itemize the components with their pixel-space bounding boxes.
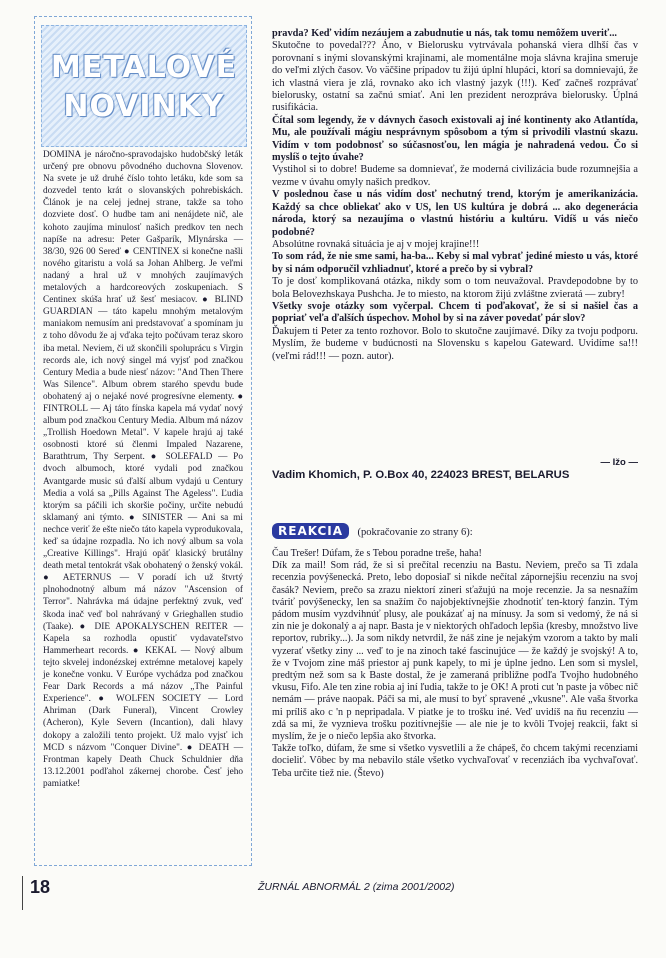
continuation-note: (pokračovanie zo strany 6): [357, 527, 473, 538]
signature-block [272, 457, 638, 481]
interview-paragraph: Všetky svoje otázky som vyčerpal. Chcem ti poďakovať, že si si našiel čas a popriať veľa ďalších úspechov. Mohol by si na záver povedať pár slov? [272, 300, 638, 325]
reakcia-heading [272, 522, 638, 540]
interview-paragraph: To je dosť komplikovaná otázka, nikdy som o tom neuvažoval. Pravdepodobne by to bola Belovezhskaya Pushcha. Je to miesto, na ktorom žijú zvláštne zvieratá — zubry! [272, 276, 638, 300]
margin-rule [22, 876, 23, 910]
interview-paragraph: Skutočne to povedal??? Áno, v Bielorusku vytrvávala pohanská viera dlhší čas v porovnaní s inými slovanskými krajinami, ale momentálne moja slávna krajina smeruje do veľmi zlých časov. Vo väčšine prípadov tu žijú úplní hlupáci, ktorí sa domnievajú, že ich vlastná viera je zlá, rovnako ako ich vlastný jazyk (!!!). Keď začneš rozprávať bielorusky, ostatní sa začnú smiať. Ani len prezident nerozpráva bielorusky. Úplná rusifikácia. [272, 40, 638, 114]
interview-paragraph: Ďakujem ti Peter za tento rozhovor. Bolo to skutočne zaujímavé. Díky za tvoju podporu. Myslím, že budeme v budúcnosti na Slovensku s kapelou Gateward. Uvidíme sa!!! (veľmi rád!!! — pozn. autor). [272, 325, 638, 362]
interview-paragraph: To som rád, že nie sme sami, ha-ba... Keby si mal vybrať jediné miesto u vás, ktoré by si nám odporučil vzhliadnuť, ktoré a prečo by si vybral? [272, 251, 638, 275]
news-text: DOMINA je náročno-spravodajsko hudobčský leták určený pre obnovu pôvodného duchovna Slovenov. Na svete je už druhé číslo tohto letáku, kde som sa dozvedel tento krát o slovanských pohrebiskách. Článok je na celej jednej strane, takže sa toho dozviete dosť. O hudbe tam ani nenájdete nič, ale kohoto zaujíma minulosť našich predkov ten nech napíše na adresu: Peter Gašparík, Mlynárska — 38/30, 926 00 Sereď ● CENTINEX si konečne našli nového gitaristu a volá sa Johan Ahlberg. Je veľmi nadaný a hral už v mnohých zaujímavých metalových a hardcoreových zoskupeniach. S Centinex skúša hrať už šesť mesiacov. ● BLIND GUARDIAN — táto kapelu mnohým metalovým maniakom nemusím ani predstavovať a spomínam ju z toho dôvodu že aj vďaka tejto počúvam teraz skoro iba metal. Neviem, či už skončili spoluprácu s Virgin records ale, ich nový singel má vyjsť pod značkou Century Media a bude niesť názov: "And Then There Was Silence". Album obrem starého spevdu bude obohatený aj o nejaké nové progresívne elementy. ● FINTROLL — Aj táto fínska kapela má vydať nový album pod značkou Century Media. Album má názov „Trollish Hoedown Metal". V kapele hrajú aj také osobnosti ktoré sú členmi Impaled Nazarene, Barathtrum, Thy Serpent. ● SOLEFALD — Po dvoch albumoch, ktoré vydali pod značkou Avantgarde music sú ďalší album vydajú u Century Media a volá sa „Pills Against The Ageless". Ľudia ktorým sa páčili ich skoršie počiny, určite nebudú sklamaný ani týmto. ● SINISTER — Ani sa mi nechce veriť že ešte niečo táto kapela vyprodukovala, keď sa údajne rozpadla. No ich nový album sa vola „Creative Killings". Hrajú opäť klasický brutálny death metal tentokrát však obohatený o ženský vokál. ● AETERNUS — V poradí ich už štvrtý plnohodnotný album má názov "Ascension of Terror". Nahrávka má údajne perfektný zvuk, veď škoda inač veď bol nahrávaný v Grieghallen studio (Taake). ● DIE APOKALYSCHEN REITER — Kapela sa rozhodla opustiť vydavateľstvo Hammerheart records. ● KEKAL — Nový album tejto skvelej indonézskej extrémne metalovej kapely je konečne vonku. V Európe vychádza pod značkou Fear Dark Records a má názov „The Painful Experience". ● WOLFEN SOCIETY — Lord Ahriman (Dark Funeral), Vincent Crowley (Acheron), Kyle Severn (Incantion), dali hlavy dokopy a založili tento projekt. Už malo vyjsť ich MCD s názvom "Conquer Divine". ● DEATH — Frontman kapely Death Chuck Schuldnier dňa 13.12.2001 podľahol zákernej chorobe. Česť jeho pamiatke! [43, 150, 243, 789]
metalove-novinky-logo [41, 25, 247, 147]
interview-paragraph: Absolútne rovnaká situácia je aj v mojej krajine!!! [272, 238, 480, 250]
letter-paragraph: Čau Trešer! Dúfam, že s Tebou poradne treše, haha! [272, 548, 482, 559]
news-column [34, 16, 252, 866]
interview-paragraph: Vystihol si to dobre! Budeme sa domnievať, že moderná civilizácia bude rozumnejšia a vezme v úvahu omyly našich predkov. [272, 164, 638, 188]
magazine-footer: ŽURNÁL ABNORMÁL 2 (zima 2001/2002) [258, 881, 455, 893]
interview-signoff: — Ižo — [600, 457, 638, 468]
interview-column [272, 28, 638, 363]
letter-paragraph: Dík za mail! Som rád, že si si prečítal recenziu na Bastu. Neviem, prečo sa Ti zdala recenzia povýšenecká. Preto, lebo doposiaľ si nikde nečítal zápornejšiu recenziu na svoj časák? Neviem, prečo sa zrazu niektorí zineri sťažujú na moje recenzie. Ja sa nesnažím tváriť povýšenecky, len sa snažím čo najobjektívnejšie zhodnotiť ten-ktorý fanzin. Tým pádom musím vyzdvihnúť plusy, ale poukázať aj na mínusy. Ja som si vedomý, že ná si zin nie je dokonalý a aj napr. Basta je v niektorých ohľadoch lepšia (kresby, množstvo live reportov, rubriky...). Ja som nikdy netvrdil, že náš zine je nejakým vzorom a takto by mali vyzerať všetky ziny ... veď to je na zinoch také fascinujúce — že každý je svojský! A to, že v Tvojom zine máš priestor aj punk kapely, to mi je úplne jedno. Len som si myslel, predtým než som sa k Baste dostal, že je zameraná približne podľa Tvojho hudobného vkusu, Fifo. Ale ten zine robia aj iní ľudia, takže to je OK! A proti cut 'n paste ja vôbec nič nemám — práve naopak. Páči sa mi, ale musí to byť spravené „vkusne". Ale vaša štvorka mi príliš ako c 'n p nepripadala. V piatke je to trošku iné. Veď uvidíš na ňu recenziu — zdá sa mi, že vyznieva trošku pozitívnejšie — ale nie je to kvôli Tvojej reakcii, fakt si myslím, že je o niečo lepšia ako štvorka. [272, 560, 638, 743]
letter-text [272, 548, 638, 780]
logo-line-2: NOVINKY [63, 89, 225, 124]
letter-paragraph: Takže toľko, dúfam, že sme si všetko vysvetlili a že chápeš, čo chcem takými recenziami docieliť. Vôbec by ma nebavilo stále všetko vychvaľovať v recenziách iba vychvaľovať. Teba určite tiež nie. (Števo) [272, 743, 638, 779]
interview-paragraph: V poslednou čase u nás vidím dosť nechutný trend, ktorým je amerikanizácia. Každý sa chce obliekať ako v US, len US kultúra je dobrá ... ako degenerácia národa, ktorý sa nezaujíma o vlastnú históriu a kultúru. Vidíš u vás niečo podobné? [272, 189, 638, 238]
interview-paragraph: Čítal som legendy, že v dávnych časoch existovali aj iné kontinenty ako Atlantída, Mu, ale používali mágiu nesprávnym spôsobom a tým si privodili vlastnú skazu. Vidím v tom podobnosť so súčasnosťou, len mágia je nahradená vedou. Čo si myslíš o tejto úvahe? [272, 114, 638, 164]
interview-paragraph: pravda? Keď vidím nezáujem a zabudnutie u nás, tak tomu nemôžem uveriť... [272, 28, 617, 39]
signature-address: Vadim Khomich, P. O.Box 40, 224023 BREST, BELARUS [272, 469, 570, 481]
reakcia-badge: REAKCIA [272, 523, 349, 539]
page-number: 18 [30, 877, 51, 897]
logo-line-1: METALOVÉ [50, 50, 238, 85]
